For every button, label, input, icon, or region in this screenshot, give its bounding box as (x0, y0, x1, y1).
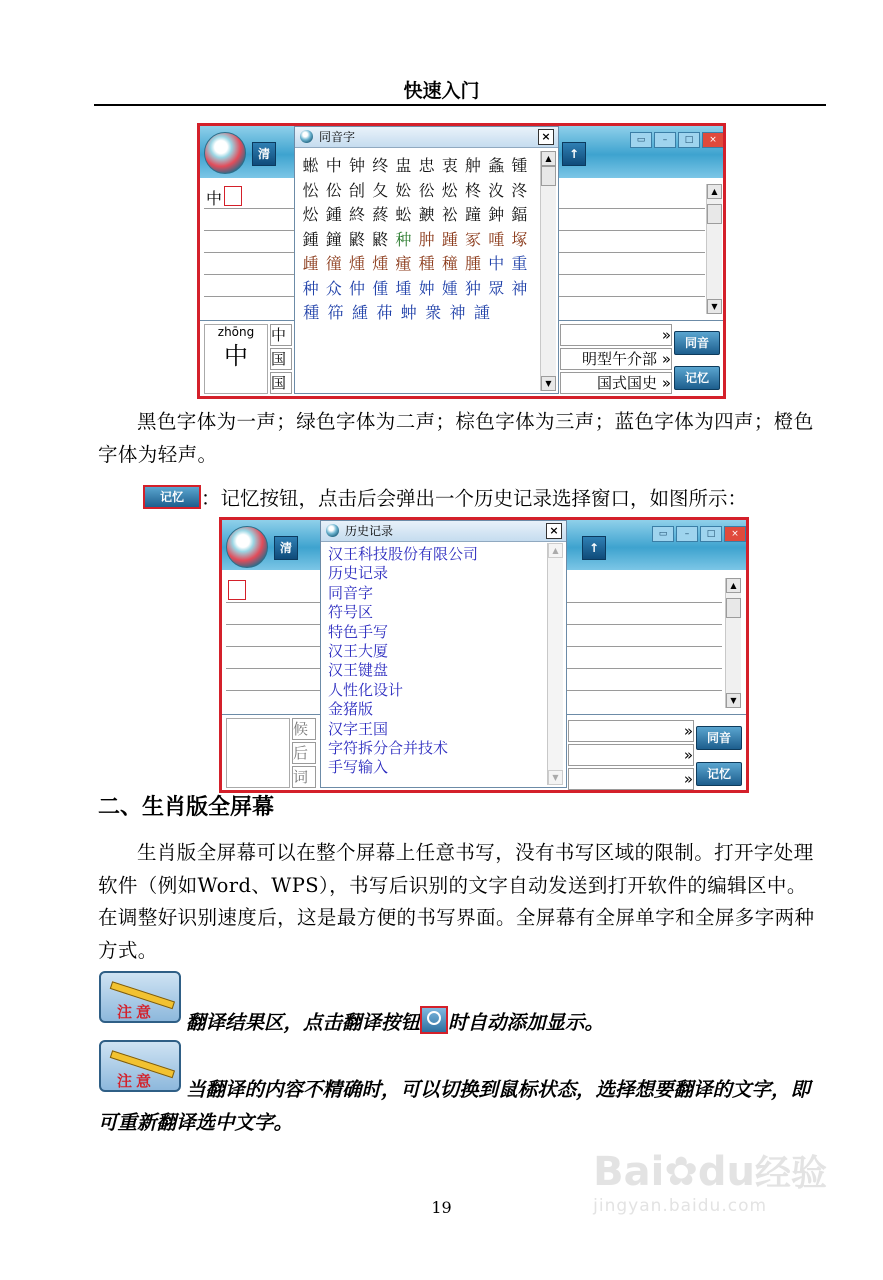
homophone-char[interactable]: 炂 (441, 180, 458, 200)
restore-icon[interactable]: ▭ (630, 132, 652, 148)
app-logo-icon (204, 132, 246, 174)
homophone-char[interactable]: 中 (325, 156, 342, 175)
note-1-text-after: 时自动添加显示。 (448, 1011, 605, 1034)
note-icon (99, 971, 181, 1023)
homophone-char[interactable]: 鼨 (372, 229, 389, 249)
homophone-char[interactable]: 神 (511, 278, 528, 298)
homophone-char[interactable]: 中 (488, 254, 505, 273)
homophone-char[interactable]: 瘇 (395, 254, 412, 273)
watermark-product: 经验 (754, 1153, 827, 1194)
homophone-char[interactable]: 螤 (418, 205, 435, 224)
page-header-title: 快速入门 (403, 80, 480, 102)
candidate-cell[interactable]: 中 (270, 324, 292, 346)
homophone-char[interactable]: 伀 (325, 180, 342, 200)
homophone-char[interactable]: 仲 (349, 278, 366, 298)
homophone-char[interactable]: 喠 (488, 229, 505, 249)
baidu-watermark (593, 1150, 827, 1216)
scroll-up-icon[interactable]: ▲ (548, 543, 563, 558)
homophone-char[interactable]: 忪 (302, 180, 319, 200)
homophone-char[interactable]: 衳 (441, 205, 458, 224)
app-logo-icon (226, 526, 268, 568)
homophone-char[interactable]: 柊 (465, 180, 482, 200)
clear-button[interactable]: 清 (252, 142, 276, 166)
homophone-char[interactable]: 妕 (418, 278, 435, 298)
homophone-char[interactable]: 蚛 (400, 303, 417, 322)
homophone-char[interactable]: 種 (418, 254, 435, 273)
up-arrow-button[interactable]: ↑ (582, 536, 606, 560)
history-item[interactable]: 字符拆分合并技术 (328, 738, 449, 757)
homophone-char[interactable]: 終 (349, 205, 366, 224)
homophone-char[interactable]: 鍢 (511, 205, 528, 224)
popup-close-icon[interactable]: × (546, 523, 562, 539)
homophone-char[interactable]: 螽 (488, 156, 505, 175)
homophone-row (299, 301, 531, 326)
history-item[interactable]: 汉王键盘 (328, 661, 389, 680)
homophone-char[interactable]: 汷 (488, 180, 505, 200)
homophone-char[interactable]: 腫 (465, 254, 482, 273)
popup-titlebar (295, 127, 558, 148)
homophone-grid (299, 154, 531, 326)
popup-title: 同音字 (319, 130, 356, 144)
popup-scrollbar[interactable] (540, 151, 556, 391)
homophone-char[interactable]: 煄 (372, 254, 389, 273)
homophone-char[interactable]: 冢 (465, 229, 482, 249)
homophone-button[interactable]: 同音 (674, 331, 720, 355)
homophone-row (299, 154, 531, 179)
homophone-char[interactable]: 鈡 (488, 205, 505, 224)
homophone-char[interactable]: 衆 (425, 303, 442, 322)
cursor-box (224, 186, 242, 206)
homophone-char[interactable]: 衷 (441, 156, 458, 175)
homophone-char[interactable]: 塚 (511, 229, 528, 249)
input-char: 中 (206, 189, 223, 208)
minimize-icon[interactable]: – (654, 132, 676, 148)
scroll-up-icon[interactable]: ▲ (707, 184, 722, 199)
history-item[interactable]: 金猪版 (328, 700, 374, 719)
scroll-down-icon[interactable]: ▼ (548, 770, 563, 785)
homophone-char[interactable]: 鍾 (325, 205, 342, 224)
history-item[interactable]: 汉王大厦 (328, 641, 389, 660)
note-1-text-before: 翻译结果区，点击翻译按钮 (186, 1011, 421, 1034)
candidate-cell[interactable]: 国 (270, 348, 292, 370)
popup-logo-icon (300, 130, 313, 143)
history-item[interactable]: 汉王科技股份有限公司 (328, 545, 479, 563)
close-icon[interactable]: × (724, 526, 746, 542)
page-number: 19 (431, 1198, 452, 1217)
homophone-char[interactable]: 夂 (372, 180, 389, 200)
homophone-popup (294, 126, 559, 394)
note-1-text (186, 1006, 604, 1039)
homophone-char[interactable]: 煄 (349, 254, 366, 273)
homophone-char[interactable]: 鐘 (325, 229, 342, 249)
scroll-down-icon[interactable]: ▼ (541, 376, 556, 391)
memory-button[interactable]: 记忆 (674, 366, 720, 390)
candidate-row-1[interactable]: » (568, 720, 694, 742)
homophone-char[interactable]: 妐 (395, 180, 412, 200)
history-list (328, 545, 478, 778)
homophone-row (299, 203, 531, 228)
watermark-brand2: du (697, 1149, 755, 1195)
left-candidate-column (270, 324, 292, 394)
candidate-cell[interactable]: 国 (270, 372, 292, 394)
header-rule (94, 104, 826, 106)
editor-scrollbar[interactable] (725, 578, 741, 708)
homophone-button[interactable]: 同音 (696, 726, 742, 750)
homophone-char[interactable]: 钟 (349, 156, 366, 175)
restore-icon[interactable]: ▭ (652, 526, 674, 542)
homophone-row (299, 277, 531, 302)
history-item[interactable]: 汉字王国 (328, 719, 389, 738)
scroll-thumb[interactable] (707, 204, 722, 224)
homophone-char[interactable]: 泈 (511, 180, 528, 200)
memory-button-inline: 记忆 (143, 485, 201, 509)
homophone-char[interactable]: 众 (325, 278, 342, 298)
pinyin-char: 中 (224, 342, 248, 370)
homophone-char[interactable]: 歱 (302, 254, 319, 273)
homophone-char[interactable]: 蹱 (465, 205, 482, 224)
section-heading: 二、生肖版全屏幕 (98, 795, 275, 820)
scroll-thumb[interactable] (541, 166, 556, 186)
homophone-char[interactable]: 舯 (465, 156, 482, 175)
watermark-url: jingyan.baidu.com (593, 1196, 768, 1216)
left-candidate-column (292, 718, 316, 788)
candidate-row-3[interactable]: » (568, 768, 694, 790)
homophone-char[interactable]: 炂 (302, 205, 319, 224)
popup-title: 历史记录 (345, 524, 394, 538)
figure-history-screenshot (219, 517, 749, 793)
homophone-row (299, 179, 531, 204)
section-body: 生肖版全屏幕可以在整个屏幕上任意书写，没有书写区域的限制。打开字处理软件（例如Word、WPS），书写后识别的文字自动发送到打开软件的编辑区中。在调整好识别速度后，这是最方便的书写界面。全屏幕有全屏单字和全屏多字两种方式。 (98, 841, 815, 962)
history-item[interactable]: 同音字 (328, 583, 374, 602)
homophone-char[interactable]: 重 (511, 254, 528, 273)
popup-scrollbar[interactable] (547, 543, 563, 785)
note-label: 注意 (117, 1003, 156, 1021)
homophone-char[interactable]: 蚣 (395, 205, 412, 224)
candidate-row-2[interactable]: » (568, 744, 694, 766)
maximize-icon[interactable]: □ (700, 526, 722, 542)
scroll-down-icon[interactable]: ▼ (707, 299, 722, 314)
candidate-cell[interactable]: 词 (292, 766, 316, 788)
close-icon[interactable]: × (702, 132, 724, 148)
homophone-char[interactable]: 蔠 (372, 205, 389, 224)
homophone-char[interactable]: 终 (372, 156, 389, 175)
maximize-icon[interactable]: □ (678, 132, 700, 148)
homophone-char[interactable]: 鼨 (349, 229, 366, 249)
homophone-char[interactable]: 眾 (488, 278, 505, 298)
candidate-row-3[interactable]: 国式国史 » (560, 372, 672, 394)
homophone-char[interactable]: 鍾 (302, 229, 319, 249)
editor-scrollbar[interactable] (706, 184, 722, 314)
history-item[interactable]: 符号区 (328, 603, 374, 622)
clear-button[interactable]: 清 (274, 536, 298, 560)
history-item[interactable]: 手写输入 (328, 758, 389, 777)
homophone-row (299, 252, 531, 277)
handwriting-pad[interactable] (226, 718, 290, 788)
figure-homophone-screenshot (197, 123, 726, 399)
homophone-char[interactable]: 緟 (351, 303, 368, 322)
candidate-cell[interactable]: 后 (292, 742, 316, 764)
scroll-thumb[interactable] (726, 598, 741, 618)
popup-titlebar (321, 521, 566, 542)
homophone-row (299, 228, 531, 253)
homophone-char[interactable]: 踵 (441, 229, 458, 249)
popup-close-icon[interactable]: × (538, 129, 554, 145)
candidate-row-2[interactable]: 明型午介部 » (560, 348, 672, 370)
homophone-char[interactable]: 種 (303, 303, 320, 322)
homophone-char[interactable]: 忠 (418, 156, 435, 175)
homophone-char[interactable]: 神 (449, 303, 466, 322)
homophone-char[interactable]: 锺 (511, 156, 528, 175)
homophone-char[interactable]: 狆 (465, 278, 482, 298)
homophone-char[interactable]: 种 (302, 278, 319, 298)
homophone-char[interactable]: 媑 (441, 278, 458, 298)
homophone-char[interactable]: 堹 (395, 278, 412, 298)
homophone-char[interactable]: 筗 (327, 303, 344, 322)
note-2-text: 当翻译的内容不精确时，可以切换到鼠标状态，选择想要翻译的文字，即可重新翻译选中文字。 (98, 1078, 811, 1134)
tone-color-paragraph: 黑色字体为一声；绿色字体为二声；棕色字体为三声；蓝色字体为四声；橙色字体为轻声。 (98, 410, 814, 466)
minimize-icon[interactable]: – (676, 526, 698, 542)
popup-logo-icon (326, 524, 339, 537)
candidate-row-1[interactable]: » (560, 324, 672, 346)
homophone-char[interactable]: 諥 (473, 303, 490, 322)
candidate-cell[interactable]: 候 (292, 718, 316, 740)
memory-button-description: ：记忆按钮，点击后会弹出一个历史记录选择窗口，如图所示： (201, 487, 748, 510)
up-arrow-button[interactable]: ↑ (562, 142, 586, 166)
homophone-char[interactable]: 种 (395, 229, 412, 249)
note-label: 注意 (117, 1072, 156, 1090)
homophone-char[interactable]: 茽 (376, 303, 393, 322)
scroll-down-icon[interactable]: ▼ (726, 693, 741, 708)
homophone-char[interactable]: 刣 (349, 180, 366, 200)
watermark-brand: Bai (593, 1149, 665, 1195)
history-popup (320, 520, 567, 788)
history-item[interactable]: 历史记录 (328, 564, 389, 583)
homophone-char[interactable]: 彸 (418, 180, 435, 200)
scroll-up-icon[interactable]: ▲ (726, 578, 741, 593)
memory-button[interactable]: 记忆 (696, 762, 742, 786)
homophone-char[interactable]: 蜙 (302, 156, 319, 175)
watermark-paw-icon: ✿ (664, 1149, 698, 1195)
homophone-char[interactable]: 偅 (372, 278, 389, 298)
history-item[interactable]: 特色手写 (328, 622, 389, 641)
handwriting-pad[interactable] (204, 324, 268, 394)
history-item[interactable]: 人性化设计 (328, 680, 404, 699)
homophone-char[interactable]: 肿 (418, 229, 435, 249)
homophone-char[interactable]: 徸 (325, 254, 342, 273)
homophone-char[interactable]: 盅 (395, 156, 412, 175)
translate-magnifier-icon (420, 1006, 448, 1034)
cursor-box (228, 580, 246, 600)
pinyin-label: zhōng (217, 325, 255, 339)
scroll-up-icon[interactable]: ▲ (541, 151, 556, 166)
homophone-char[interactable]: 穜 (441, 254, 458, 273)
